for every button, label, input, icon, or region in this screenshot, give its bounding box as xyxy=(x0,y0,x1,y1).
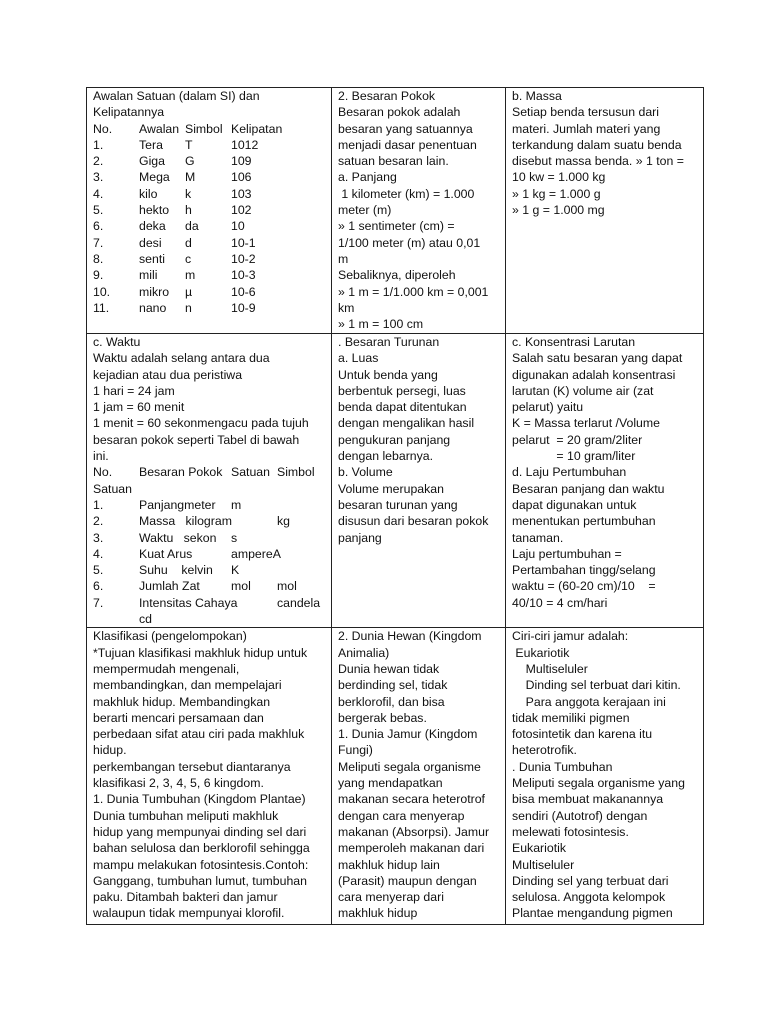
text-line: » 1 kg = 1.000 g xyxy=(512,186,601,201)
quantity-cell xyxy=(277,530,327,546)
quantity-cell xyxy=(231,513,277,529)
text-line: disusun dari besaran pokok xyxy=(338,514,489,529)
prefix-cell: mili xyxy=(139,268,158,283)
prefix-cell: 8. xyxy=(93,251,104,266)
text-line: pengukuran panjang xyxy=(338,432,451,447)
cell-massa xyxy=(506,88,704,334)
text-line: Dinding sel terbuat dari kitin. xyxy=(512,678,681,693)
text-line: berarti mencari persamaan dan xyxy=(93,710,264,725)
quantity-cell xyxy=(277,562,327,578)
text-line: besaran pokok seperti Tabel di bawah xyxy=(93,432,300,447)
quantity-cell: s xyxy=(231,530,238,545)
text-line: (Parasit) maupun dengan xyxy=(338,873,477,888)
text-line: disebut massa benda. » 1 ton = xyxy=(512,154,684,169)
quantity-cell: Intensitas Cahaya xyxy=(139,595,238,610)
prefix-cell: 103 xyxy=(231,186,252,201)
text-line: Meliputi segala organisme xyxy=(338,759,481,774)
text-line: Plantae mengandung pigmen xyxy=(512,906,673,921)
quantity-cell: 2. xyxy=(93,514,104,529)
text-line: km xyxy=(338,300,355,315)
text-line: besaran yang satuannya xyxy=(338,121,473,136)
text-line: bisa membuat makanannya xyxy=(512,792,664,807)
prefix-cell: nano xyxy=(139,300,167,315)
text-line: heterotrofik. xyxy=(512,743,577,758)
text-line: 2. Besaran Pokok xyxy=(338,89,436,103)
quantity-cell: ampereA xyxy=(231,546,281,561)
text-line: . Dunia Tumbuhan xyxy=(512,759,613,774)
text-line: meter (m) xyxy=(338,203,392,218)
quantity-cell: 4. xyxy=(93,546,104,561)
table-row xyxy=(87,88,704,334)
text-line: perkembangan tersebut diantaranya xyxy=(93,759,291,774)
base-quantities-table xyxy=(93,464,327,627)
text-line: Dunia tumbuhan meliputi makhluk xyxy=(93,808,279,823)
text-line: Waktu adalah selang antara dua xyxy=(93,351,270,366)
prefix-cell: d xyxy=(185,235,192,250)
text-line: Laju pertumbuhan = xyxy=(512,546,622,561)
text-line: Dinding sel yang terbuat dari xyxy=(512,873,669,888)
prefix-cell: k xyxy=(185,186,192,201)
text-line: Ganggang, tumbuhan lumut, tumbuhan xyxy=(93,873,307,888)
text-line: 40/10 = 4 cm/hari xyxy=(512,595,608,610)
cell-besaran-pokok xyxy=(332,88,506,334)
quantity-cell xyxy=(231,595,277,611)
cell-klasifikasi xyxy=(87,628,332,925)
quantity-cell: 7. xyxy=(93,595,104,610)
prefix-cell: 10-6 xyxy=(231,284,256,299)
text-line: *Tujuan klasifikasi makhluk hidup untuk xyxy=(93,645,308,660)
text-line: dengan mengalikan hasil xyxy=(338,416,475,431)
text-line: Pertambahan tingg/selang xyxy=(512,563,656,578)
prefix-cell: Giga xyxy=(139,154,165,169)
text-line: digunakan adalah konsentrasi xyxy=(512,367,676,382)
text-line: Animalia) xyxy=(338,645,390,660)
text-line: Para anggota kerajaan ini xyxy=(512,694,666,709)
text-line: panjang xyxy=(338,530,382,545)
col-header: Simbol xyxy=(185,121,223,136)
text-line: yang mendapatkan xyxy=(338,776,443,791)
prefix-cell: 10-9 xyxy=(231,300,256,315)
prefix-cell: 5. xyxy=(93,203,104,218)
quantity-cell: kg xyxy=(277,514,290,529)
text-line: larutan (K) volume air (zat xyxy=(512,383,654,398)
quantity-cell: Suhu kelvin xyxy=(139,563,213,578)
prefix-cell: M xyxy=(185,170,196,185)
prefix-cell: 7. xyxy=(93,235,104,250)
text-line: Besaran panjang dan waktu xyxy=(512,481,665,496)
prefix-cell: 10. xyxy=(93,284,111,299)
cell-ciri-jamur-tumbuhan xyxy=(506,628,704,925)
text-line: Setiap benda tersusun dari xyxy=(512,105,659,120)
prefix-cell: 9. xyxy=(93,268,104,283)
prefix-cell: mikro xyxy=(139,284,170,299)
col-header-wrap: Satuan xyxy=(93,481,132,496)
quantity-cell: m xyxy=(231,497,242,512)
text-line: kejadian atau dua peristiwa xyxy=(93,367,243,382)
quantity-cell xyxy=(93,611,139,627)
col-header: Simbol xyxy=(277,465,315,480)
prefix-cell: 2. xyxy=(93,154,104,169)
text-line: membandingkan, dan mempelajari xyxy=(93,678,282,693)
text-line: Ciri-ciri jamur adalah: xyxy=(512,629,629,644)
prefix-cell: senti xyxy=(139,251,165,266)
quantity-cell: 3. xyxy=(93,530,104,545)
quantity-cell: Kuat Arus xyxy=(139,546,193,561)
text-line: bahan selulosa dan berklorofil sehingga xyxy=(93,841,310,856)
text-line: m xyxy=(338,251,349,266)
cell-besaran-turunan xyxy=(332,334,506,628)
text-line: Multiseluler xyxy=(512,661,588,676)
prefix-cell: G xyxy=(185,154,195,169)
quantity-cell: 1. xyxy=(93,497,104,512)
quantity-cell: candela xyxy=(277,595,321,610)
text-line: berbentuk persegi, luas xyxy=(338,383,466,398)
col-header: Awalan xyxy=(139,121,180,136)
text-line: Salah satu besaran yang dapat xyxy=(512,351,683,366)
quantity-cell: Massa kilogram xyxy=(139,514,232,529)
text-line: Dunia hewan tidak xyxy=(338,661,440,676)
text-line: sendiri (Autotrof) dengan xyxy=(512,808,648,823)
text-line: 2. Dunia Hewan (Kingdom xyxy=(338,629,482,644)
prefix-cell: 1. xyxy=(93,137,104,152)
prefix-cell: 106 xyxy=(231,170,252,185)
heading: Awalan Satuan (dalam SI) dan xyxy=(93,89,260,103)
quantity-cell: Jumlah Zat xyxy=(139,579,200,594)
col-header: Kelipatan xyxy=(231,121,283,136)
prefix-cell: 10 xyxy=(231,219,245,234)
prefix-cell: T xyxy=(185,137,193,152)
quantity-cell: K xyxy=(231,563,240,578)
text-line: a. Luas xyxy=(338,351,379,366)
quantity-cell xyxy=(277,497,327,513)
text-line: mampu melakukan fotosintesis.Contoh: xyxy=(93,857,309,872)
text-line: 1 menit = 60 sekonmengacu pada tujuh xyxy=(93,416,309,431)
text-line: makanan (Absorpsi). Jamur xyxy=(338,824,490,839)
quantity-cell xyxy=(277,611,327,627)
quantity-cell: mol xyxy=(231,579,251,594)
text-line: menjadi dasar penentuan xyxy=(338,137,477,152)
prefix-cell: 6. xyxy=(93,219,104,234)
heading: Kelipatannya xyxy=(93,105,165,120)
text-line: 10 kw = 1.000 kg xyxy=(512,170,606,185)
quantity-cell xyxy=(231,611,277,627)
text-line: satuan besaran lain. xyxy=(338,154,449,169)
text-line: dengan lebarnya. xyxy=(338,449,434,464)
prefix-cell: 10-2 xyxy=(231,251,256,266)
text-line: waktu = (60-20 cm)/10 = xyxy=(512,579,656,594)
quantity-cell: Waktu sekon xyxy=(139,530,217,545)
prefix-cell: 102 xyxy=(231,203,252,218)
prefix-cell: 4. xyxy=(93,186,104,201)
text-line: Multiseluler xyxy=(512,857,575,872)
text-line: = 10 gram/liter xyxy=(512,449,636,464)
prefix-cell: 10-3 xyxy=(231,268,256,283)
text-line: tanaman. xyxy=(512,530,564,545)
text-line: pelarut = 20 gram/2liter xyxy=(512,432,643,447)
prefix-cell: Tera xyxy=(139,137,163,152)
text-line: d. Laju Pertumbuhan xyxy=(512,465,627,480)
text-line: K = Massa terlarut /Volume xyxy=(512,416,660,431)
text-line: materi. Jumlah materi yang xyxy=(512,121,661,136)
prefix-cell: Mega xyxy=(139,170,170,185)
text-line: dengan cara menyerap xyxy=(338,808,465,823)
text-line: 1 hari = 24 jam xyxy=(93,383,175,398)
quantity-cell: Panjangmeter xyxy=(139,497,216,512)
text-line: Fungi) xyxy=(338,743,373,758)
text-line: makhluk hidup xyxy=(338,906,418,921)
table-row xyxy=(87,334,704,628)
text-line: cara menyerap dari xyxy=(338,890,444,905)
text-line: » 1 g = 1.000 mg xyxy=(512,203,605,218)
text-line: memperoleh makanan dari xyxy=(338,841,485,856)
text-line: Besaran pokok adalah xyxy=(338,105,461,120)
text-line: selulosa. Anggota kelompok xyxy=(512,890,666,905)
cell-si-prefixes xyxy=(87,88,332,334)
prefix-cell: 1012 xyxy=(231,137,259,152)
text-line: besaran turunan yang xyxy=(338,497,458,512)
text-line: hidup yang mempunyai dinding sel dari xyxy=(93,824,307,839)
prefix-cell: hekto xyxy=(139,203,170,218)
text-line: Untuk benda yang xyxy=(338,367,438,382)
text-line: Eukariotik xyxy=(512,841,566,856)
prefix-cell: µ xyxy=(185,284,193,299)
quantity-cell xyxy=(277,546,327,562)
prefix-cell: deka xyxy=(139,219,166,234)
text-line: menentukan pertumbuhan xyxy=(512,514,656,529)
prefix-cell: c xyxy=(185,251,192,266)
text-line: Meliputi segala organisme yang xyxy=(512,776,685,791)
prefix-cell: h xyxy=(185,203,192,218)
text-line: 1. Dunia Tumbuhan (Kingdom Plantae) xyxy=(93,792,306,807)
prefix-cell: 3. xyxy=(93,170,104,185)
prefix-cell: 109 xyxy=(231,154,252,169)
table-row xyxy=(87,628,704,925)
text-line: b. Massa xyxy=(512,89,562,103)
text-line: » 1 m = 100 cm xyxy=(338,317,424,332)
text-line: Eukariotik xyxy=(512,645,570,660)
quantity-cell: mol xyxy=(277,579,297,594)
text-line: 1 kilometer (km) = 1.000 xyxy=(338,186,475,201)
text-line: fotosintetik dan karena itu xyxy=(512,727,653,742)
text-line: 1/100 meter (m) atau 0,01 xyxy=(338,235,481,250)
col-header: Satuan xyxy=(231,465,270,480)
cell-dunia-hewan-jamur xyxy=(332,628,506,925)
text-line: Sebaliknya, diperoleh xyxy=(338,268,456,283)
text-line: 1 jam = 60 menit xyxy=(93,400,185,415)
cell-konsentrasi-laju xyxy=(506,334,704,628)
text-line: benda dapat ditentukan xyxy=(338,400,467,415)
text-line: » 1 m = 1/1.000 km = 0,001 xyxy=(338,284,489,299)
text-line: » 1 sentimeter (cm) = xyxy=(338,219,455,234)
text-line: makhluk hidup. Membandingkan xyxy=(93,694,271,709)
text-line: walaupun tidak mempunyai klorofil. xyxy=(93,906,285,921)
text-line: terkandung dalam suatu benda xyxy=(512,137,682,152)
quantity-cell: 6. xyxy=(93,579,104,594)
text-line: c. Konsentrasi Larutan xyxy=(512,335,636,349)
text-line: Volume merupakan xyxy=(338,481,444,496)
cell-waktu xyxy=(87,334,332,628)
text-line: berklorofil, dan bisa xyxy=(338,694,445,709)
text-line: b. Volume xyxy=(338,465,393,480)
quantity-cell: 5. xyxy=(93,563,104,578)
text-line: Klasifikasi (pengelompokan) xyxy=(93,629,247,644)
text-line: a. Panjang xyxy=(338,170,397,185)
text-line: klasifikasi 2, 3, 4, 5, 6 kingdom. xyxy=(93,776,264,791)
prefix-cell: 10-1 xyxy=(231,235,256,250)
text-line: perbedaan sifat atau ciri pada makhluk xyxy=(93,727,305,742)
text-line: tidak memiliki pigmen xyxy=(512,710,630,725)
text-line: berdinding sel, tidak xyxy=(338,678,448,693)
col-header: Besaran Pokok xyxy=(139,465,223,480)
prefix-cell: 11. xyxy=(93,300,110,315)
text-line: hidup. xyxy=(93,743,127,758)
text-line: . Besaran Turunan xyxy=(338,335,440,349)
prefix-cell: kilo xyxy=(139,186,158,201)
text-line: c. Waktu xyxy=(93,335,141,349)
quantity-cell: cd xyxy=(139,612,152,627)
text-line: dapat digunakan untuk xyxy=(512,497,637,512)
prefix-cell: da xyxy=(185,219,199,234)
text-line: melewati fotosintesis. xyxy=(512,824,629,839)
text-line: pelarut) yaitu xyxy=(512,400,584,415)
prefix-cell: desi xyxy=(139,235,162,250)
text-line: makhluk hidup lain xyxy=(338,857,440,872)
text-line: makanan secara heterotrof xyxy=(338,792,485,807)
text-line: ini. xyxy=(93,449,109,464)
prefix-cell: m xyxy=(185,268,196,283)
col-header: No. xyxy=(93,465,113,480)
col-header: No. xyxy=(93,121,113,136)
text-line: mempermudah mengenali, xyxy=(93,661,240,676)
text-line: paku. Ditambah bakteri dan jamur xyxy=(93,890,278,905)
prefix-table xyxy=(93,121,327,317)
text-line: bergerak bebas. xyxy=(338,710,427,725)
prefix-cell: n xyxy=(185,300,192,315)
notes-table xyxy=(86,87,704,925)
text-line: 1. Dunia Jamur (Kingdom xyxy=(338,727,478,742)
